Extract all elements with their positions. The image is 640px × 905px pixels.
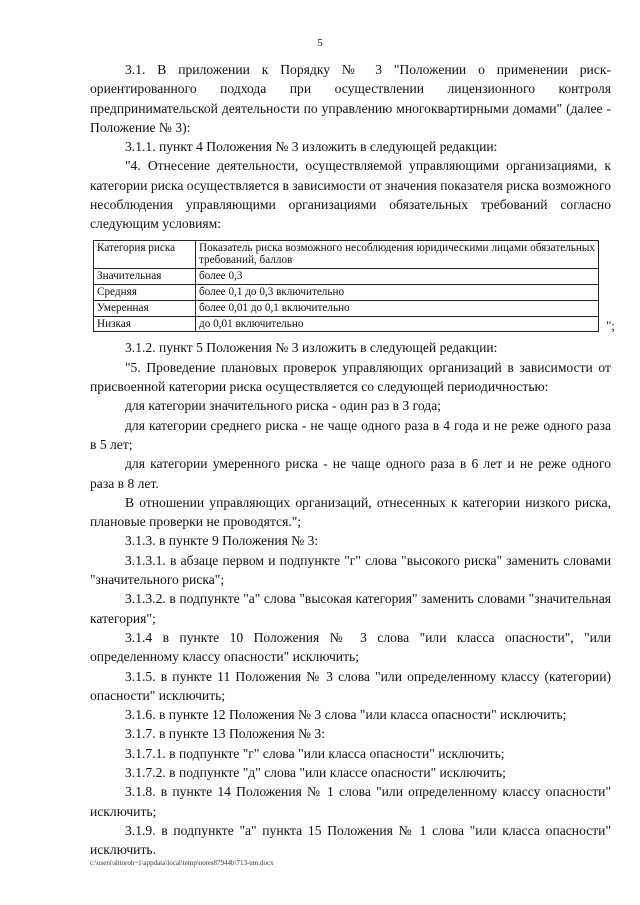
paragraph: 3.1.2. пункт 5 Положения № 3 изложить в следующей редакции: bbox=[125, 340, 498, 356]
document-body bbox=[90, 60, 615, 859]
table-row bbox=[94, 285, 599, 301]
table-row bbox=[94, 300, 599, 316]
table-header-cell: Категория риска bbox=[94, 240, 196, 269]
table-cell: более 0,1 до 0,3 включительно bbox=[196, 285, 599, 301]
table-cell: Средняя bbox=[94, 285, 196, 301]
paragraph: 3.1.4 в пункте 10 Положения № 3 слова "или класса опасности", "или определенному классу опасности" исключить; bbox=[90, 629, 611, 665]
page-number: 5 bbox=[317, 37, 323, 49]
table-row bbox=[94, 269, 599, 285]
risk-category-table bbox=[93, 240, 599, 333]
paragraph: 3.1.3.1. в абзаце первом и подпункте "г" слова "высокого риска" заменить словами "значительного риска"; bbox=[90, 552, 611, 588]
risk-table-wrapper bbox=[90, 240, 615, 333]
table-cell: более 0,3 bbox=[196, 269, 599, 285]
paragraph: 3.1.7.2. в подпункте "д" слова "или классе опасности" исключить; bbox=[125, 764, 506, 780]
paragraph: 3.1.8. в пункте 14 Положения № 1 слова "или определенному классу опасности" исключить; bbox=[90, 784, 611, 819]
paragraph: 3.1.7. в пункте 13 Положения № 3: bbox=[125, 726, 326, 742]
paragraph: для категории значительного риска - один раз в 3 года; bbox=[125, 398, 442, 414]
table-cell: до 0,01 включительно bbox=[196, 316, 599, 332]
table-cell: более 0,01 до 0,1 включительно bbox=[196, 300, 599, 316]
paragraph: В отношении управляющих организаций, отнесенных к категории низкого риска, плановые проверки не проводятся."; bbox=[90, 494, 611, 530]
paragraph: для категории умеренного риска - не чаще одного раза в 6 лет и не реже одного раза в 8 лет. bbox=[90, 456, 611, 491]
paragraph: 3.1.7.1. в подпункте "г" слова "или класса опасности" исключить; bbox=[125, 745, 505, 761]
file-path-footer: c:\users\shtoroh~1\appdata\local\temp\notes87944b\713-um.docx bbox=[90, 859, 274, 867]
table-cell: Низкая bbox=[94, 316, 196, 332]
paragraph: 3.1.5. в пункте 11 Положения № 3 слова "или определенному классу (категории) опасности" исключить; bbox=[90, 668, 611, 703]
paragraph: для категории среднего риска - не чаще одного раза в 4 года и не реже одного раза в 5 лет; bbox=[90, 417, 611, 452]
paragraph: 3.1.9. в подпункте "а" пункта 15 Положения № 1 слова "или класса опасности" исключить. bbox=[90, 822, 611, 858]
table-header-cell: Показатель риска возможного несоблюдения юридическими лицами обязательных требований, баллов bbox=[196, 240, 599, 269]
paragraph: 3.1.3.2. в подпункте "а" слова "высокая категория" заменить словами "значительная категория"; bbox=[90, 591, 611, 626]
table-closing-quote: "; bbox=[606, 317, 615, 333]
table-cell: Значительная bbox=[94, 269, 196, 285]
paragraph: 3.1.6. в пункте 12 Положения № 3 слова "или класса опасности" исключить; bbox=[125, 707, 567, 723]
paragraph: "5. Проведение плановых проверок управляющих организаций в зависимости от присвоенной категории риска осуществляется со следующей периодичностью: bbox=[90, 359, 611, 395]
paragraph: 3.1. В приложении к Порядку № 3 "Положении о применении риск-ориентированного подхода при осуществлении лицензионного контроля предпринимательской деятельности по управлению многоквартирными домами" (далее - Положение № 3): bbox=[90, 62, 611, 135]
paragraph: "4. Отнесение деятельности, осуществляемой управляющими организациями, к категории риска осуществляется в зависимости от значения показателя риска возможного несоблюдения управляющими организациями обязательных требований согласно следующим условиям: bbox=[90, 158, 611, 232]
table-cell: Умеренная bbox=[94, 300, 196, 316]
table-row bbox=[94, 316, 599, 332]
paragraph: 3.1.1. пункт 4 Положения № 3 изложить в следующей редакции: bbox=[125, 139, 498, 155]
table-header-row bbox=[94, 240, 599, 269]
paragraph: 3.1.3. в пункте 9 Положения № 3: bbox=[125, 533, 319, 549]
